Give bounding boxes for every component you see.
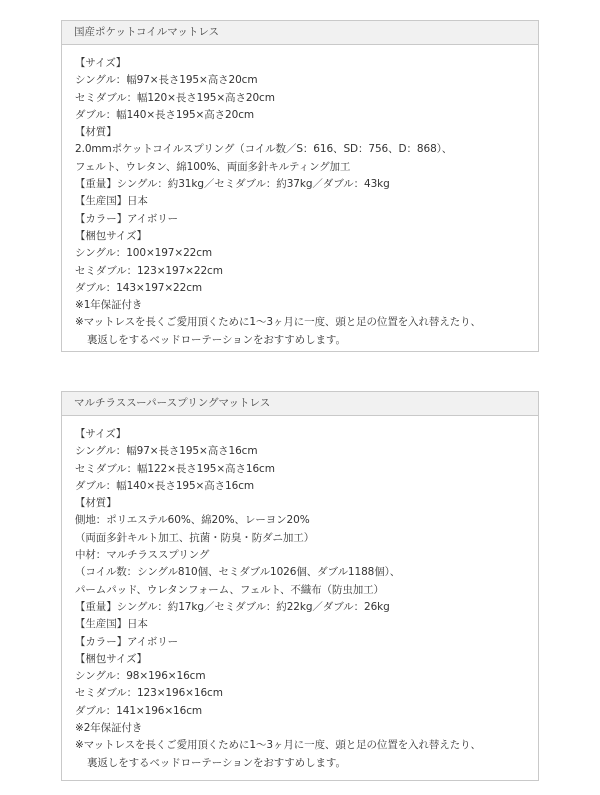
spec-line: セミダブル：幅120×長さ195×高さ20cm	[75, 91, 275, 104]
spec-line: ※1年保証付き	[75, 299, 143, 312]
spec-line: 【重量】シングル：約17kg／セミダブル：約22kg／ダブル：26kg	[75, 600, 390, 613]
spec-line: 側地：ポリエステル60%、綿20%、レーヨン20%	[75, 514, 310, 527]
spec-line: 【サイズ】	[75, 57, 127, 69]
spec-line: 【梱包サイズ】	[75, 229, 147, 242]
panel-title: マルチラススーパースプリングマットレス	[62, 392, 538, 416]
spec-line: セミダブル：123×197×22cm	[75, 264, 223, 277]
spec-line: 裏返しをするベッドローテーションをおすすめします。	[87, 333, 346, 346]
spec-line: （コイル数：シングル810個、セミダブル1026個、ダブル1188個）、	[75, 566, 401, 579]
spec-line: 【生産国】日本	[75, 195, 148, 208]
spec-line: セミダブル：幅122×長さ195×高さ16cm	[75, 462, 275, 475]
spec-line: ※マットレスを長くご愛用頂くために1～3ヶ月に一度、頭と足の位置を入れ替えたり、	[75, 739, 481, 752]
spec-line: ダブル：幅140×長さ195×高さ20cm	[75, 108, 255, 121]
spec-panel-multiras-spring	[61, 391, 539, 781]
spec-line: ※マットレスを長くご愛用頂くために1～3ヶ月に一度、頭と足の位置を入れ替えたり、	[75, 316, 481, 329]
spec-line: 【カラー】アイボリー	[75, 635, 179, 648]
spec-list	[62, 45, 538, 349]
panel-title: 国産ポケットコイルマットレス	[62, 21, 538, 45]
spec-line: パームパッド、ウレタンフォーム、フェルト、不織布（防虫加工）	[75, 583, 384, 596]
spec-line: シングル：幅97×長さ195×高さ20cm	[75, 74, 258, 87]
spec-line: 【重量】シングル：約31kg／セミダブル：約37kg／ダブル：43kg	[75, 178, 390, 191]
spec-line: フェルト、ウレタン、綿100%、両面多針キルティング加工	[75, 160, 351, 173]
spec-line: シングル：幅97×長さ195×高さ16cm	[75, 445, 258, 458]
spec-line: ダブル：143×197×22cm	[75, 281, 203, 294]
spec-line: 【材質】	[75, 126, 117, 139]
spec-line: ダブル：幅140×長さ195×高さ16cm	[75, 479, 255, 492]
spec-list	[62, 416, 538, 772]
spec-line: （両面多針キルト加工、抗菌・防臭・防ダニ加工）	[75, 531, 315, 544]
spec-line: 【梱包サイズ】	[75, 652, 147, 665]
spec-line: 【材質】	[75, 497, 117, 510]
spec-line: 中材：マルチラススプリング	[75, 549, 210, 562]
spec-line: ※2年保証付き	[75, 722, 143, 735]
spec-line: 2.0mmポケットコイルスプリング（コイル数／S：616、SD：756、D：868）、	[75, 143, 453, 156]
spec-panel-pocket-coil	[61, 20, 539, 352]
spec-line: 【カラー】アイボリー	[75, 212, 179, 225]
spec-line: セミダブル：123×196×16cm	[75, 687, 223, 700]
spec-line: シングル：100×197×22cm	[75, 247, 213, 260]
spec-line: 【生産国】日本	[75, 618, 148, 631]
spec-line: ダブル：141×196×16cm	[75, 704, 203, 717]
spec-line: 裏返しをするベッドローテーションをおすすめします。	[87, 756, 346, 769]
spec-line: シングル：98×196×16cm	[75, 670, 206, 683]
spec-line: 【サイズ】	[75, 428, 127, 440]
